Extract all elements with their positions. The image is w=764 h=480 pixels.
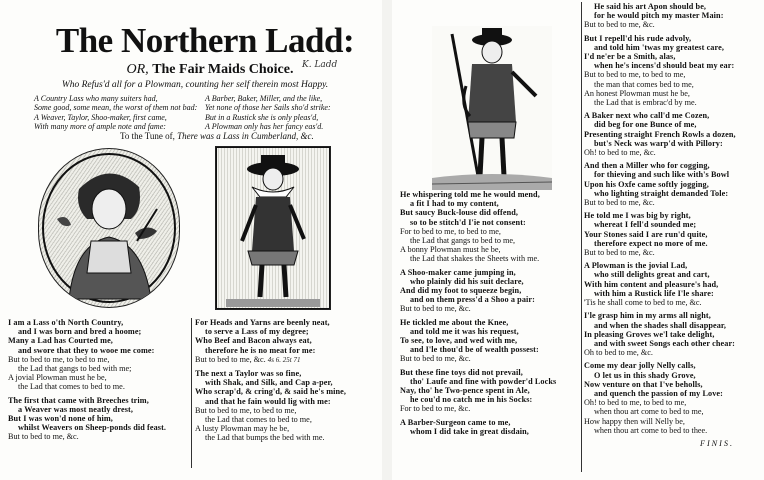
verse-line: A Barber-Surgeon came to me, xyxy=(400,417,511,427)
verse-line: and I'le thou'd be of wealth possest: xyxy=(410,345,539,355)
verse-line: Presenting straight French Rowls a dozen, xyxy=(584,129,736,139)
verse-line: 'Tis he shall come to bed to me, &c. xyxy=(584,298,702,308)
stanza xyxy=(584,111,764,157)
verse-column-left-1 xyxy=(8,318,190,446)
verse-line: I'le grasp him in my arms all night, xyxy=(584,311,711,321)
verse-line: And did my foot to squeeze begin, xyxy=(400,286,522,296)
margin-note: 4s 6. 25t 71 xyxy=(267,355,301,364)
intro-line: A Country Lass who many suiters had, xyxy=(34,94,158,103)
verse-column-right-2 xyxy=(584,2,764,448)
verse-line: The first that came with Breeches trim, xyxy=(8,395,149,405)
intro-line: Some good, some mean, the worst of them not bad: xyxy=(34,103,198,113)
verse-column-right-1 xyxy=(400,190,582,440)
verse-line: Many a Lad has Courted me, xyxy=(8,336,113,346)
verse-line: the Lad that is embrac'd by me. xyxy=(594,98,697,108)
verse-line: But I repell'd his rude advoly, xyxy=(584,33,692,43)
verse-line: I'd ne'er be a Smith, alas, xyxy=(584,52,676,62)
verse-line: Now venture on that I've beholls, xyxy=(584,379,703,389)
verse-line: But to bed to me, &c. xyxy=(8,432,79,442)
verse-line: with him a Rustick life I'le share: xyxy=(594,288,714,298)
tune-name: There was a Lass in Cumberland, &c. xyxy=(177,131,314,141)
intro-line: A Weaver, Taylor, Shoo-maker, first came, xyxy=(34,112,167,122)
verse-line: But to bed to me, &c. xyxy=(584,248,655,258)
page-gutter xyxy=(382,0,392,480)
verse-line: the Lad that gangs to bed to me, xyxy=(410,236,516,246)
verse-line: the Lad that bumps the bed with me. xyxy=(205,433,325,443)
stanza xyxy=(400,190,582,264)
stanza xyxy=(400,268,582,314)
stanza xyxy=(400,418,582,436)
verse-line: so to be stitch'd I'ie not consent: xyxy=(410,217,526,227)
intro-verse-left xyxy=(34,94,202,132)
stanza xyxy=(584,211,764,257)
verse-line: For to bed to me, &c. xyxy=(400,404,471,414)
verse-column-left-2 xyxy=(195,318,375,447)
verse-line: who lighting straight demanded Tole: xyxy=(594,188,729,198)
verse-line: the man that comes bed to me, xyxy=(594,79,694,89)
stanza xyxy=(400,368,582,414)
verse-line: An honest Plowman must he be, xyxy=(584,88,690,98)
verse-line: Oh to bed to me, &c. xyxy=(584,348,653,358)
verse-line: But to bed to me, &c. xyxy=(400,354,471,364)
verse-line: the Lad that gangs to bed with me; xyxy=(18,364,132,374)
verse-line: The next a Taylor was so fine, xyxy=(195,369,302,379)
verse-line: the Lad that comes to bed to me, xyxy=(205,415,312,425)
right-page xyxy=(392,0,764,480)
verse-line: But I was won'd none of him, xyxy=(8,414,113,424)
column-rule xyxy=(581,2,582,472)
stanza xyxy=(584,311,764,357)
intro-line: But in a Rustick she is only pleas'd, xyxy=(205,112,319,122)
verse-refrain: But to bed to me, &c. xyxy=(195,354,266,364)
verse-line: And then a Miller who for cogging, xyxy=(584,161,710,171)
verse-line: and when the shades shall disappear, xyxy=(594,320,727,330)
verse-line: How happy then will Nelly be, xyxy=(584,416,685,426)
verse-line: A jovial Plowman must he be, xyxy=(8,373,107,383)
verse-line: Oh! to bed to me, &c. xyxy=(584,148,656,158)
verse-line: A Shoo-maker came jumping in, xyxy=(400,267,516,277)
verse-line: for thieving and such like with's Bowl xyxy=(594,170,730,180)
intro-line: A Barber, Baker, Miller, and the like, xyxy=(205,94,323,103)
verse-line: and on them press'd a Shoo a pair: xyxy=(410,295,535,305)
stanza xyxy=(195,369,375,443)
stanza xyxy=(584,161,764,207)
verse-line: and that he fain would lig with me: xyxy=(205,396,331,406)
verse-line: A Baker next who call'd me Cozen, xyxy=(584,111,710,121)
verse-line: and told him 'twas my greatest care, xyxy=(594,42,724,52)
verse-line: but's Neck was warp'd with Pillory: xyxy=(594,138,723,148)
verse-line: whilst Weavers on Sheep-ponds did feast. xyxy=(18,423,167,433)
verse-line: He tickled me about the Knee, xyxy=(400,317,509,327)
stanza xyxy=(584,261,764,307)
ballad-title: The Northern Ladd: xyxy=(55,21,355,60)
verse-line: But to bed to me, to bed to me, xyxy=(195,405,297,415)
verse-line xyxy=(195,355,375,365)
verse-line: when he's incens'd should beat my ear: xyxy=(594,61,735,71)
verse-line: But to bed to me, &c. xyxy=(584,20,655,30)
stanza xyxy=(584,2,764,30)
stanza xyxy=(584,361,764,435)
verse-line: With him content and pleasure's had, xyxy=(584,279,719,289)
finis-mark: FINIS. xyxy=(699,438,734,448)
verse-line: O let us in this shady Grove, xyxy=(594,370,696,380)
stanza xyxy=(400,318,582,364)
verse-line: But these fine toys did not prevail, xyxy=(400,367,523,377)
verse-line: with Shak, and Silk, and Cap a-per, xyxy=(205,378,333,388)
subtitle-rest: The Fair Maids Choice. xyxy=(152,62,294,77)
verse-line: Who Beef and Bacon always eat, xyxy=(195,336,312,346)
verse-line: But to bed to me, &c. xyxy=(400,304,471,314)
intro-verse-right xyxy=(205,94,373,132)
stanza xyxy=(195,318,375,365)
verse-line: therefore expect no more of me. xyxy=(594,238,708,248)
woodcut-ploughman-illustration xyxy=(432,26,552,190)
verse-line: did beg for one Bunce of me, xyxy=(594,120,697,130)
verse-line: the Lad that comes to bed to me. xyxy=(18,382,125,392)
ballad-description: Who Refus'd all for a Plowman, counting her self therein most Happy. xyxy=(61,80,329,90)
tune-line xyxy=(120,131,314,141)
verse-line: and quench the passion of my Love: xyxy=(594,388,723,398)
verse-line: whereat I fell'd sounded me; xyxy=(594,220,697,230)
verse-line: To see, to love, and wed with me, xyxy=(400,336,518,346)
stanza xyxy=(8,318,190,392)
verse-line: and I was born and bred a hoome; xyxy=(18,327,142,337)
verse-line: for he would pitch my master Main: xyxy=(594,11,724,21)
intro-line: With many more of ample note and fame: xyxy=(34,122,166,132)
verse-line: A bonny Plowman must he be, xyxy=(400,245,501,255)
verse-line: A Plowman is the jovial Lad, xyxy=(584,261,688,271)
verse-line: Nay, tho' he Two-pence spent in Ale, xyxy=(400,386,530,396)
handwritten-note: K. Ladd xyxy=(302,60,338,70)
verse-line: But to bed to me, to bed to me, xyxy=(8,354,110,364)
verse-line: For Heads and Yarns are beenly neat, xyxy=(195,318,330,327)
woodcut-young-man-illustration xyxy=(215,146,331,310)
verse-line: he cou'd no catch me in his Socks: xyxy=(410,395,533,405)
verse-line: But saucy Buck-louse did offend, xyxy=(400,208,519,218)
verse-line: whom I did take in great disdain, xyxy=(410,426,529,436)
verse-line: a fit I had to my content, xyxy=(410,199,499,209)
verse-line: the Lad that shakes the Sheets with me. xyxy=(410,254,540,264)
verse-line: In pleasing Groves we'l take delight, xyxy=(584,329,715,339)
verse-line: But to bed to me, &c. xyxy=(584,198,655,208)
stanza xyxy=(8,396,190,442)
verse-line: But to bed to me, to bed to me, xyxy=(584,70,686,80)
stanza xyxy=(584,34,764,108)
verse-line: He told me I was big by right, xyxy=(584,211,691,221)
verse-line: I am a Lass o'th North Country, xyxy=(8,318,124,327)
verse-line: and swore that they to wooe me come: xyxy=(18,345,155,355)
column-rule xyxy=(191,318,192,468)
tune-prefix: To the Tune of, xyxy=(120,131,175,141)
verse-line: therefore he is no meat for me: xyxy=(205,345,316,355)
verse-line: and told me it was his request, xyxy=(410,326,519,336)
intro-line: Yet none of those her Sails sho'd strike: xyxy=(205,103,331,113)
verse-line: Your Stones said I are run'd quite, xyxy=(584,229,708,239)
verse-line: A lusty Plowman may he be, xyxy=(195,424,290,434)
verse-line: tho' Laufe and fine with powder'd Locks xyxy=(410,376,557,386)
verse-line: He whispering told me he would mend, xyxy=(400,190,540,199)
woodcut-woman-illustration xyxy=(38,148,180,308)
verse-line: Come my dear jolly Nelly calls, xyxy=(584,361,696,371)
verse-line: a Weaver was most neatly drest, xyxy=(18,404,133,414)
verse-line: and with sweet Songs each other chear: xyxy=(594,338,736,348)
intro-line: A Plowman only has her fancy eas'd. xyxy=(205,122,324,132)
verse-line: when thou art come to bed to me, xyxy=(594,407,704,417)
verse-line: For to bed to me, to bed to me, xyxy=(400,226,501,236)
verse-line: He said his art Apon should be, xyxy=(594,2,707,11)
verse-line: Oh! to bed to me, to bed to me, xyxy=(584,398,687,408)
verse-line: Upon his Oxfe came softly jogging, xyxy=(584,179,709,189)
subtitle-or: OR, xyxy=(126,62,149,77)
verse-line: when thou art come to bed to thee. xyxy=(594,425,708,435)
verse-line: who plainly did his suit declare, xyxy=(410,276,524,286)
verse-line: who still delights great and cart, xyxy=(594,270,710,280)
verse-line: Who scrap'd, & cring'd, & said he's mine, xyxy=(195,387,347,397)
verse-line: to serve a Lass of my degree; xyxy=(205,327,309,337)
